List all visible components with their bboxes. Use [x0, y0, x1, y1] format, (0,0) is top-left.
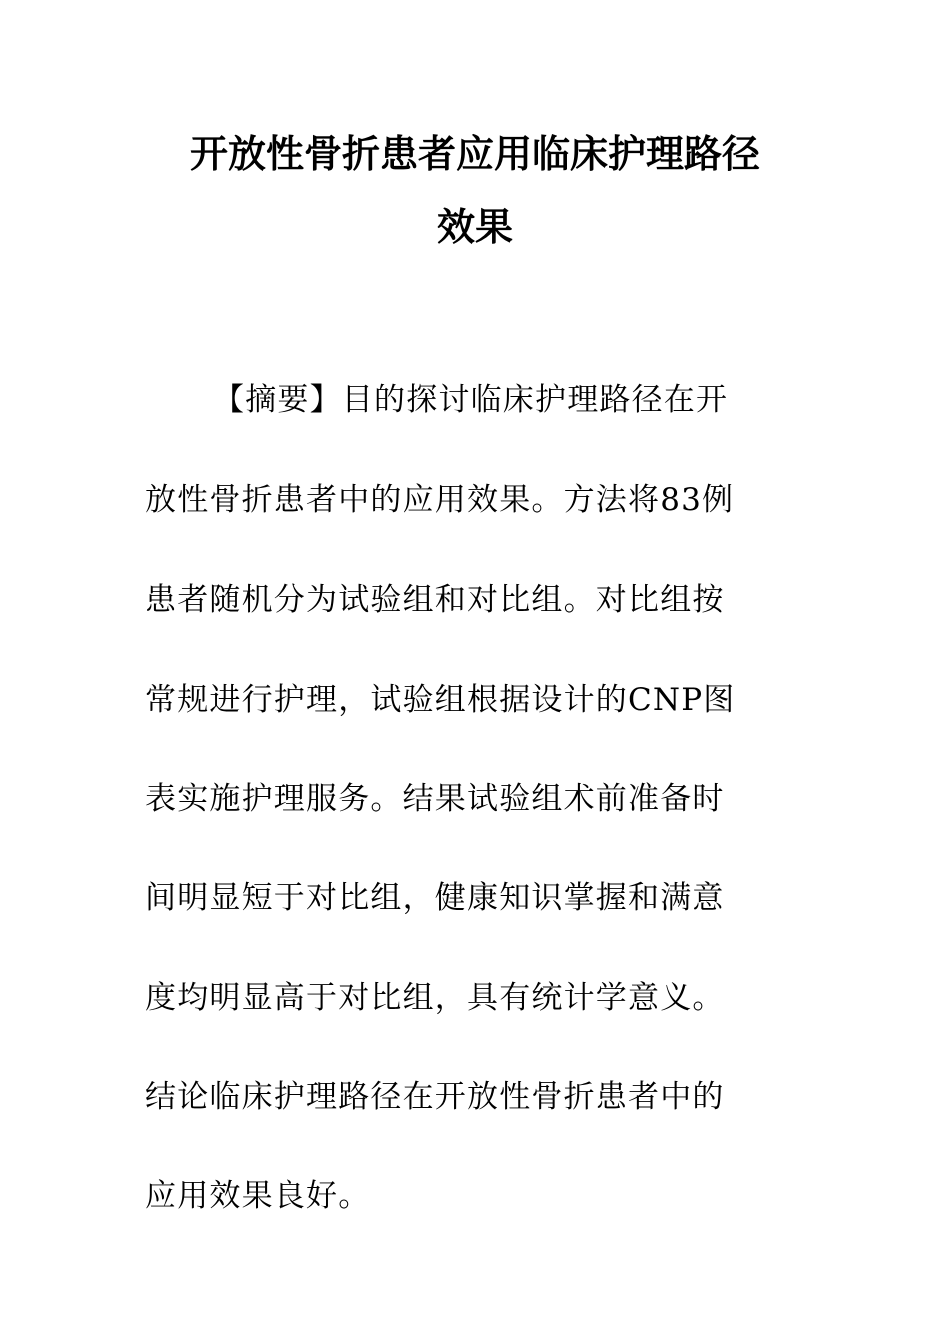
abstract-line-7: 度均明显高于对比组，具有统计学意义。	[145, 980, 725, 1016]
abstract-line-1: 【摘要】目的探讨临床护理路径在开	[213, 382, 729, 418]
abstract-line-4: 常规进行护理，试验组根据设计的CNP图	[145, 682, 736, 718]
document-title-line-1: 开放性骨折患者应用临床护理路径	[189, 132, 760, 176]
abstract-line-8: 结论临床护理路径在开放性骨折患者中的	[145, 1079, 725, 1115]
abstract-line-3: 患者随机分为试验组和对比组。对比组按	[145, 582, 725, 618]
document-title-line-2: 效果	[436, 205, 513, 249]
abstract-line-6: 间明显短于对比组，健康知识掌握和满意	[145, 880, 725, 916]
abstract-line-9: 应用效果良好。	[145, 1178, 371, 1214]
abstract-line-2: 放性骨折患者中的应用效果。方法将83例	[145, 482, 735, 518]
abstract-line-5: 表实施护理服务。结果试验组术前准备时	[145, 781, 725, 817]
